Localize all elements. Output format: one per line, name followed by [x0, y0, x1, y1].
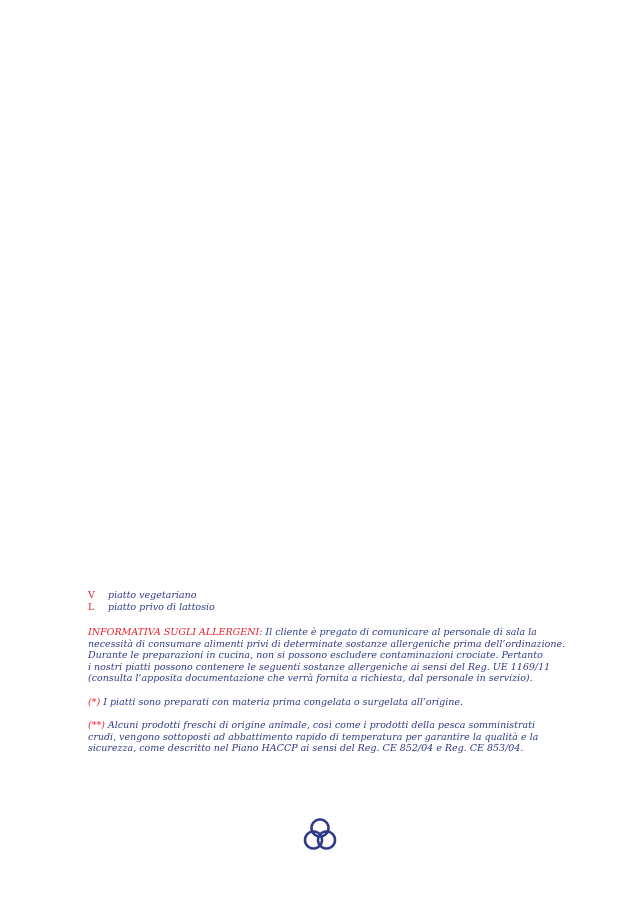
legend-label: piatto privo di lattosio	[108, 601, 215, 613]
trefoil-rings-logo-icon	[301, 816, 339, 854]
legend-key: V	[88, 590, 95, 601]
legend-item-lactose-free	[88, 602, 558, 614]
legend	[88, 590, 558, 613]
fresh-marker: (**)	[88, 720, 105, 731]
fresh-note-line: crudi, vengono sottoposti ad abbattimento rapido di temperatura per garantire la qualità e la	[88, 731, 539, 743]
notes	[88, 627, 566, 767]
frozen-marker: (*)	[88, 696, 101, 708]
allergen-notice-line: i nostri piatti possono contenere le seguenti sostanze allergeniche ai sensi del Reg. UE 1169/11	[88, 661, 551, 673]
legend-key: L	[88, 601, 95, 613]
allergen-notice-line: (consulta l’apposita documentazione che verrà fornita a richiesta, dal personale in servizio).	[88, 673, 533, 684]
frozen-note-line	[88, 697, 558, 709]
allergen-text: Il cliente è pregato di comunicare al personale di sala la	[262, 627, 537, 638]
fresh-note-line	[88, 720, 558, 732]
allergen-heading: INFORMATIVA SUGLI ALLERGENI:	[88, 627, 263, 638]
frozen-text: I piatti sono preparati con materia prima congelata o surgelata all’origine.	[100, 696, 464, 708]
allergen-notice-line	[88, 627, 558, 639]
allergen-notice-line: necessità di consumare alimenti privi di determinate sostanze allergeniche prima dell’ordinazione.	[88, 638, 566, 650]
allergen-notice	[88, 627, 566, 685]
legend-label: piatto vegetariano	[108, 590, 197, 601]
legend-item-vegetarian	[88, 590, 558, 602]
fresh-note-line: sicurezza, come descritto nel Piano HACCP ai sensi del Reg. CE 852/04 e Reg. CE 853/04.	[88, 743, 524, 754]
allergen-notice-line: Durante le preparazioni in cucina, non si possono escludere contaminazioni crociate. Pertanto	[88, 650, 543, 661]
fresh-text: Alcuni prodotti freschi di origine animale, così come i prodotti della pesca somministrati	[104, 720, 536, 731]
fresh-products-note	[88, 720, 558, 755]
frozen-note	[88, 697, 558, 709]
